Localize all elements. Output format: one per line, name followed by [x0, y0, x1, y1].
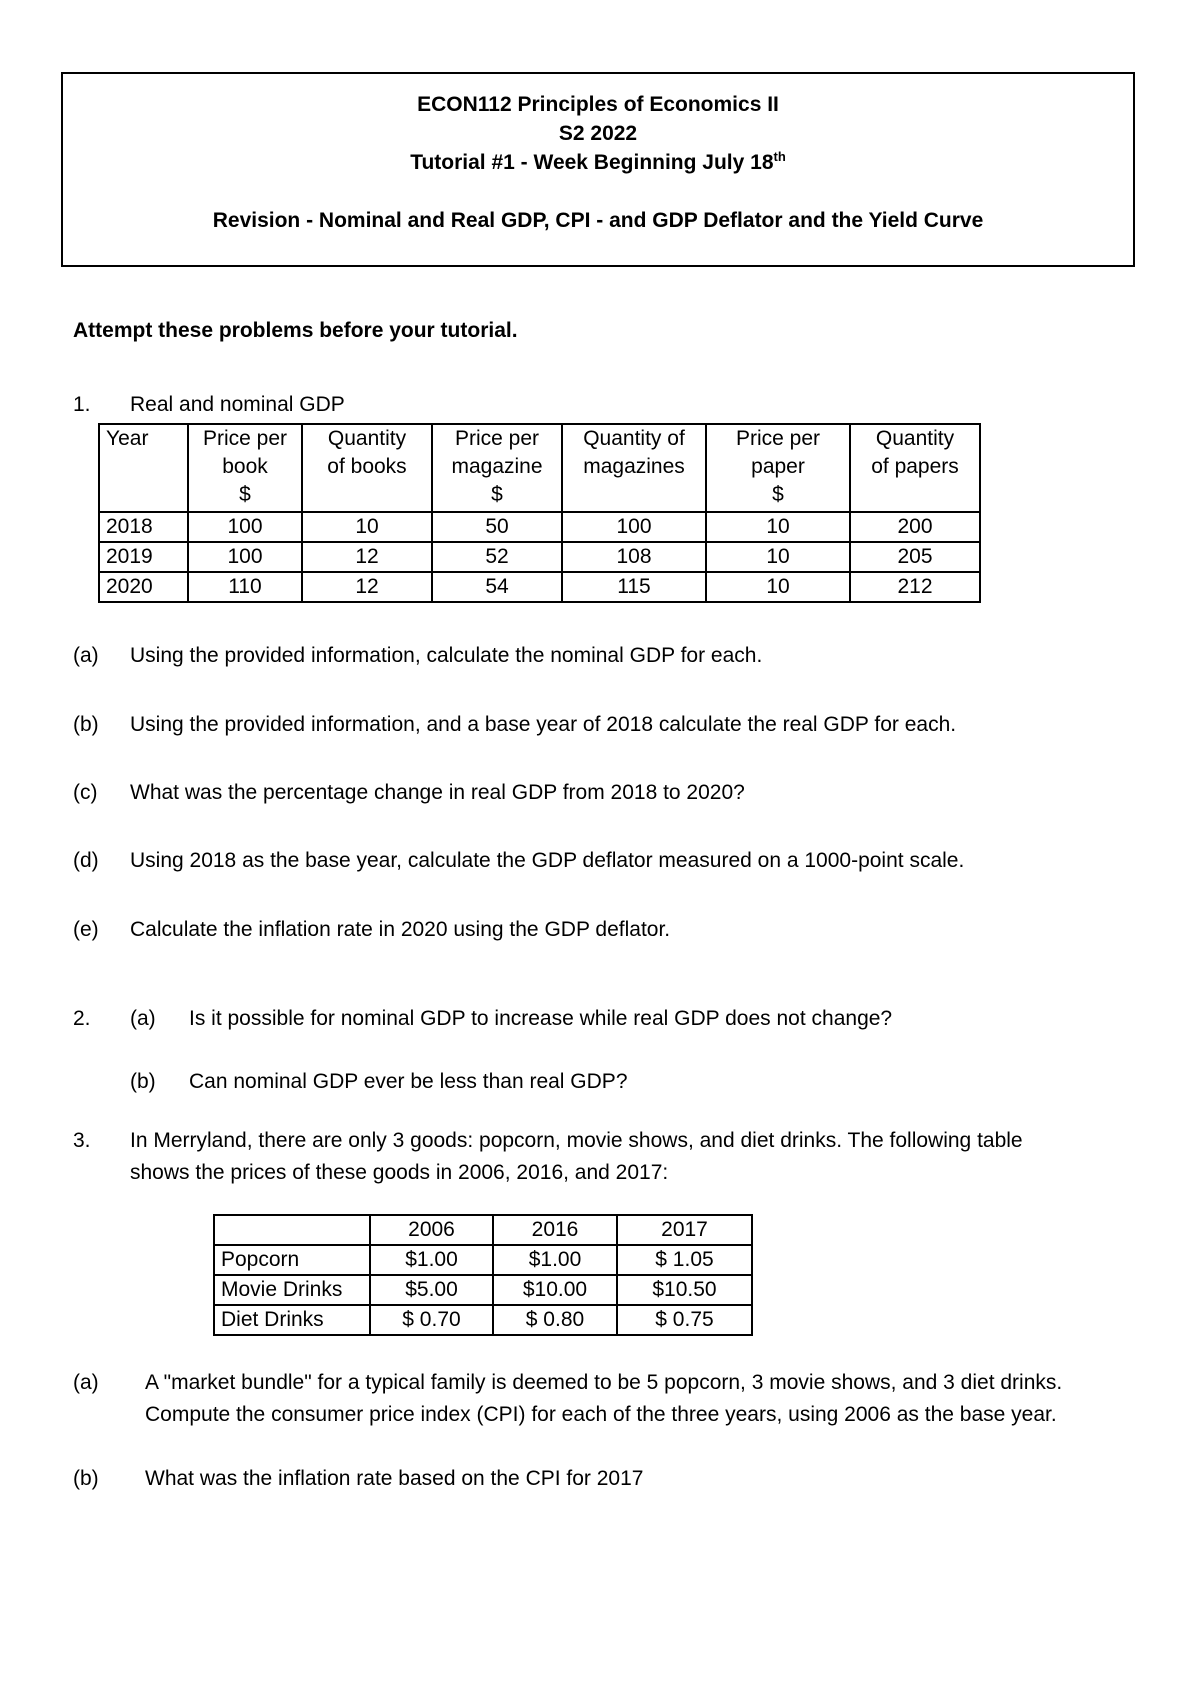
- q2-part-text: Is it possible for nominal GDP to increase while real GDP does not change?: [189, 1007, 893, 1030]
- q1-part-label: (e): [73, 918, 99, 941]
- q2-part-text: Can nominal GDP ever be less than real GDP?: [189, 1070, 628, 1093]
- table-cell: 205: [850, 542, 980, 572]
- table-cell: 100: [188, 512, 302, 542]
- table-row: [99, 512, 980, 542]
- table-cell: 54: [432, 572, 562, 602]
- q1-title: Real and nominal GDP: [130, 393, 345, 416]
- table-cell: 115: [562, 572, 706, 602]
- q3-part-text-line1: What was the inflation rate based on the CPI for 2017: [145, 1467, 644, 1490]
- table-cell: 12: [302, 542, 432, 572]
- q1-part-text: Using 2018 as the base year, calculate the GDP deflator measured on a 1000-point scale.: [130, 849, 965, 872]
- q1-part-text: Using the provided information, calculate the nominal GDP for each.: [130, 644, 763, 667]
- table-cell: $1.00: [370, 1245, 493, 1275]
- table-cell: 10: [706, 512, 850, 542]
- table-cell: 10: [706, 542, 850, 572]
- table-cell: 52: [432, 542, 562, 572]
- table-cell: 2006: [370, 1215, 493, 1245]
- header-price-book: Price per book $: [188, 424, 302, 512]
- table-cell: 212: [850, 572, 980, 602]
- table-row: [99, 572, 980, 602]
- q1-part-label: (a): [73, 644, 99, 667]
- header-price-paper: Price per paper $: [706, 424, 850, 512]
- table-cell: 10: [706, 572, 850, 602]
- table-cell: 2020: [99, 572, 188, 602]
- q2-part-label: (b): [130, 1070, 156, 1093]
- table-row: [214, 1305, 752, 1335]
- q1-part-label: (d): [73, 849, 99, 872]
- table-cell: 100: [562, 512, 706, 542]
- price-table-header-row: [214, 1215, 752, 1245]
- q1-part-text: What was the percentage change in real GDP from 2018 to 2020?: [130, 781, 745, 804]
- tutorial-line: Tutorial #1 - Week Beginning July 18th: [410, 149, 786, 174]
- table-cell: [214, 1215, 370, 1245]
- header-quantity-books: Quantity of books: [302, 424, 432, 512]
- table-cell: 200: [850, 512, 980, 542]
- table-cell: 110: [188, 572, 302, 602]
- q1-part-label: (c): [73, 781, 98, 804]
- table-cell: 2017: [617, 1215, 752, 1245]
- header-price-magazine: Price per magazine $: [432, 424, 562, 512]
- table-cell: $5.00: [370, 1275, 493, 1305]
- table-cell: $ 0.70: [370, 1305, 493, 1335]
- q2-number: 2.: [73, 1007, 91, 1030]
- q2-part-label: (a): [130, 1007, 156, 1030]
- q1-part-text: Using the provided information, and a base year of 2018 calculate the real GDP for each.: [130, 713, 957, 736]
- revision-topic: Revision - Nominal and Real GDP, CPI - and GDP Deflator and the Yield Curve: [212, 209, 984, 232]
- table-cell: Popcorn: [214, 1245, 370, 1275]
- table-cell: 50: [432, 512, 562, 542]
- gdp-table: [98, 423, 981, 603]
- q3-part-label: (a): [73, 1371, 99, 1394]
- header-year: Year: [99, 424, 188, 512]
- semester: S2 2022: [558, 122, 638, 145]
- q3-text-line2: shows the prices of these goods in 2006, 2016, and 2017:: [130, 1161, 669, 1184]
- table-cell: 2018: [99, 512, 188, 542]
- q3-part-label: (b): [73, 1467, 99, 1490]
- intro-instruction: Attempt these problems before your tutorial.: [73, 319, 518, 342]
- table-cell: 10: [302, 512, 432, 542]
- q1-part-label: (b): [73, 713, 99, 736]
- table-cell: 12: [302, 572, 432, 602]
- q3-number: 3.: [73, 1129, 91, 1152]
- table-cell: 2019: [99, 542, 188, 572]
- table-cell: $10.50: [617, 1275, 752, 1305]
- table-cell: $10.00: [493, 1275, 617, 1305]
- q3-part-text-line1: A "market bundle" for a typical family is deemed to be 5 popcorn, 3 movie shows, and 3 diet drinks.: [145, 1371, 1063, 1394]
- q1-number: 1.: [73, 393, 91, 416]
- table-cell: $ 0.75: [617, 1305, 752, 1335]
- table-cell: 100: [188, 542, 302, 572]
- header-box: [61, 72, 1135, 267]
- course-title: ECON112 Principles of Economics II: [417, 93, 779, 116]
- table-cell: 108: [562, 542, 706, 572]
- table-cell: Diet Drinks: [214, 1305, 370, 1335]
- q1-part-text: Calculate the inflation rate in 2020 using the GDP deflator.: [130, 918, 671, 941]
- table-row: [214, 1245, 752, 1275]
- q3-text-line1: In Merryland, there are only 3 goods: popcorn, movie shows, and diet drinks. The following table: [130, 1129, 1023, 1152]
- table-cell: Movie Drinks: [214, 1275, 370, 1305]
- table-row: [214, 1275, 752, 1305]
- header-quantity-magazines: Quantity of magazines: [562, 424, 706, 512]
- q3-part-text-line2: Compute the consumer price index (CPI) for each of the three years, using 2006 as the base year.: [145, 1403, 1057, 1426]
- gdp-table-header-row: [99, 424, 980, 512]
- table-cell: $ 1.05: [617, 1245, 752, 1275]
- price-table: [213, 1214, 753, 1336]
- header-quantity-papers: Quantity of papers: [850, 424, 980, 512]
- table-row: [99, 542, 980, 572]
- table-cell: $ 0.80: [493, 1305, 617, 1335]
- table-cell: $1.00: [493, 1245, 617, 1275]
- table-cell: 2016: [493, 1215, 617, 1245]
